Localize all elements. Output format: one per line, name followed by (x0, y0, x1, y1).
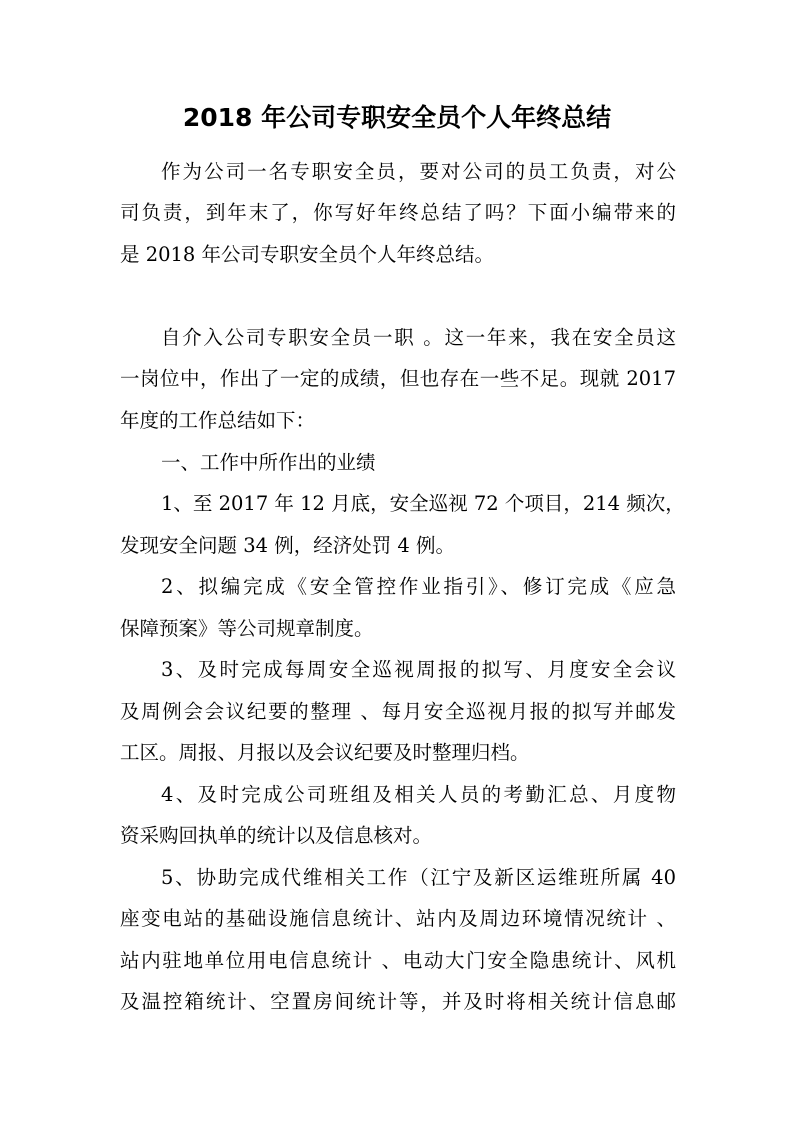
paragraph-line: 作为公司一名专职安全员，要对公司的员工负责，对公 (161, 160, 676, 183)
paragraph-line: 自介入公司专职安全员一职 。这一年来，我在安全员这 (161, 326, 676, 349)
list-item-line: 保障预案》等公司规章制度。 (120, 617, 374, 640)
list-item-line: 3、及时完成每周安全巡视周报的拟写、月度安全会议 (161, 658, 676, 681)
paragraph-line: 司负责，到年末了，你写好年终总结了吗？下面小编带来的 (120, 201, 676, 224)
list-item-line: 座变电站的基础设施信息统计、站内及周边环境情况统计 、 (120, 907, 676, 930)
list-item-line: 及温控箱统计、空置房间统计等，并及时将相关统计信息邮 (120, 990, 676, 1013)
paragraph-line: 年度的工作总结如下： (120, 409, 316, 432)
list-item-line: 资采购回执单的统计以及信息核对。 (120, 824, 433, 847)
list-item-line: 工区。周报、月报以及会议纪要及时整理归档。 (120, 741, 530, 764)
list-item-line: 站内驻地单位用电信息统计 、电动大门安全隐患统计、风机 (120, 949, 676, 972)
section-heading: 一、工作中所作出的业绩 (161, 451, 376, 474)
list-item-line: 2、拟编完成《安全管控作业指引》、修订完成《应急 (161, 575, 676, 598)
document-title: 2018 年公司专职安全员个人年终总结 (182, 103, 612, 132)
list-item-line: 1、至 2017 年 12 月底，安全巡视 72 个项目，214 频次， (161, 492, 685, 515)
list-item-line: 发现安全问题 34 例，经济处罚 4 例。 (120, 534, 456, 557)
paragraph-line: 一岗位中，作出了一定的成绩，但也存在一些不足。现就 2017 (120, 367, 676, 390)
list-item-line: 及周例会会议纪要的整理 、每月安全巡视月报的拟写并邮发 (120, 700, 676, 723)
list-item-line: 5、协助完成代维相关工作（江宁及新区运维班所属 40 (161, 866, 676, 889)
list-item-line: 4、及时完成公司班组及相关人员的考勤汇总、月度物 (161, 783, 676, 806)
paragraph-line: 是 2018 年公司专职安全员个人年终总结。 (120, 243, 495, 266)
